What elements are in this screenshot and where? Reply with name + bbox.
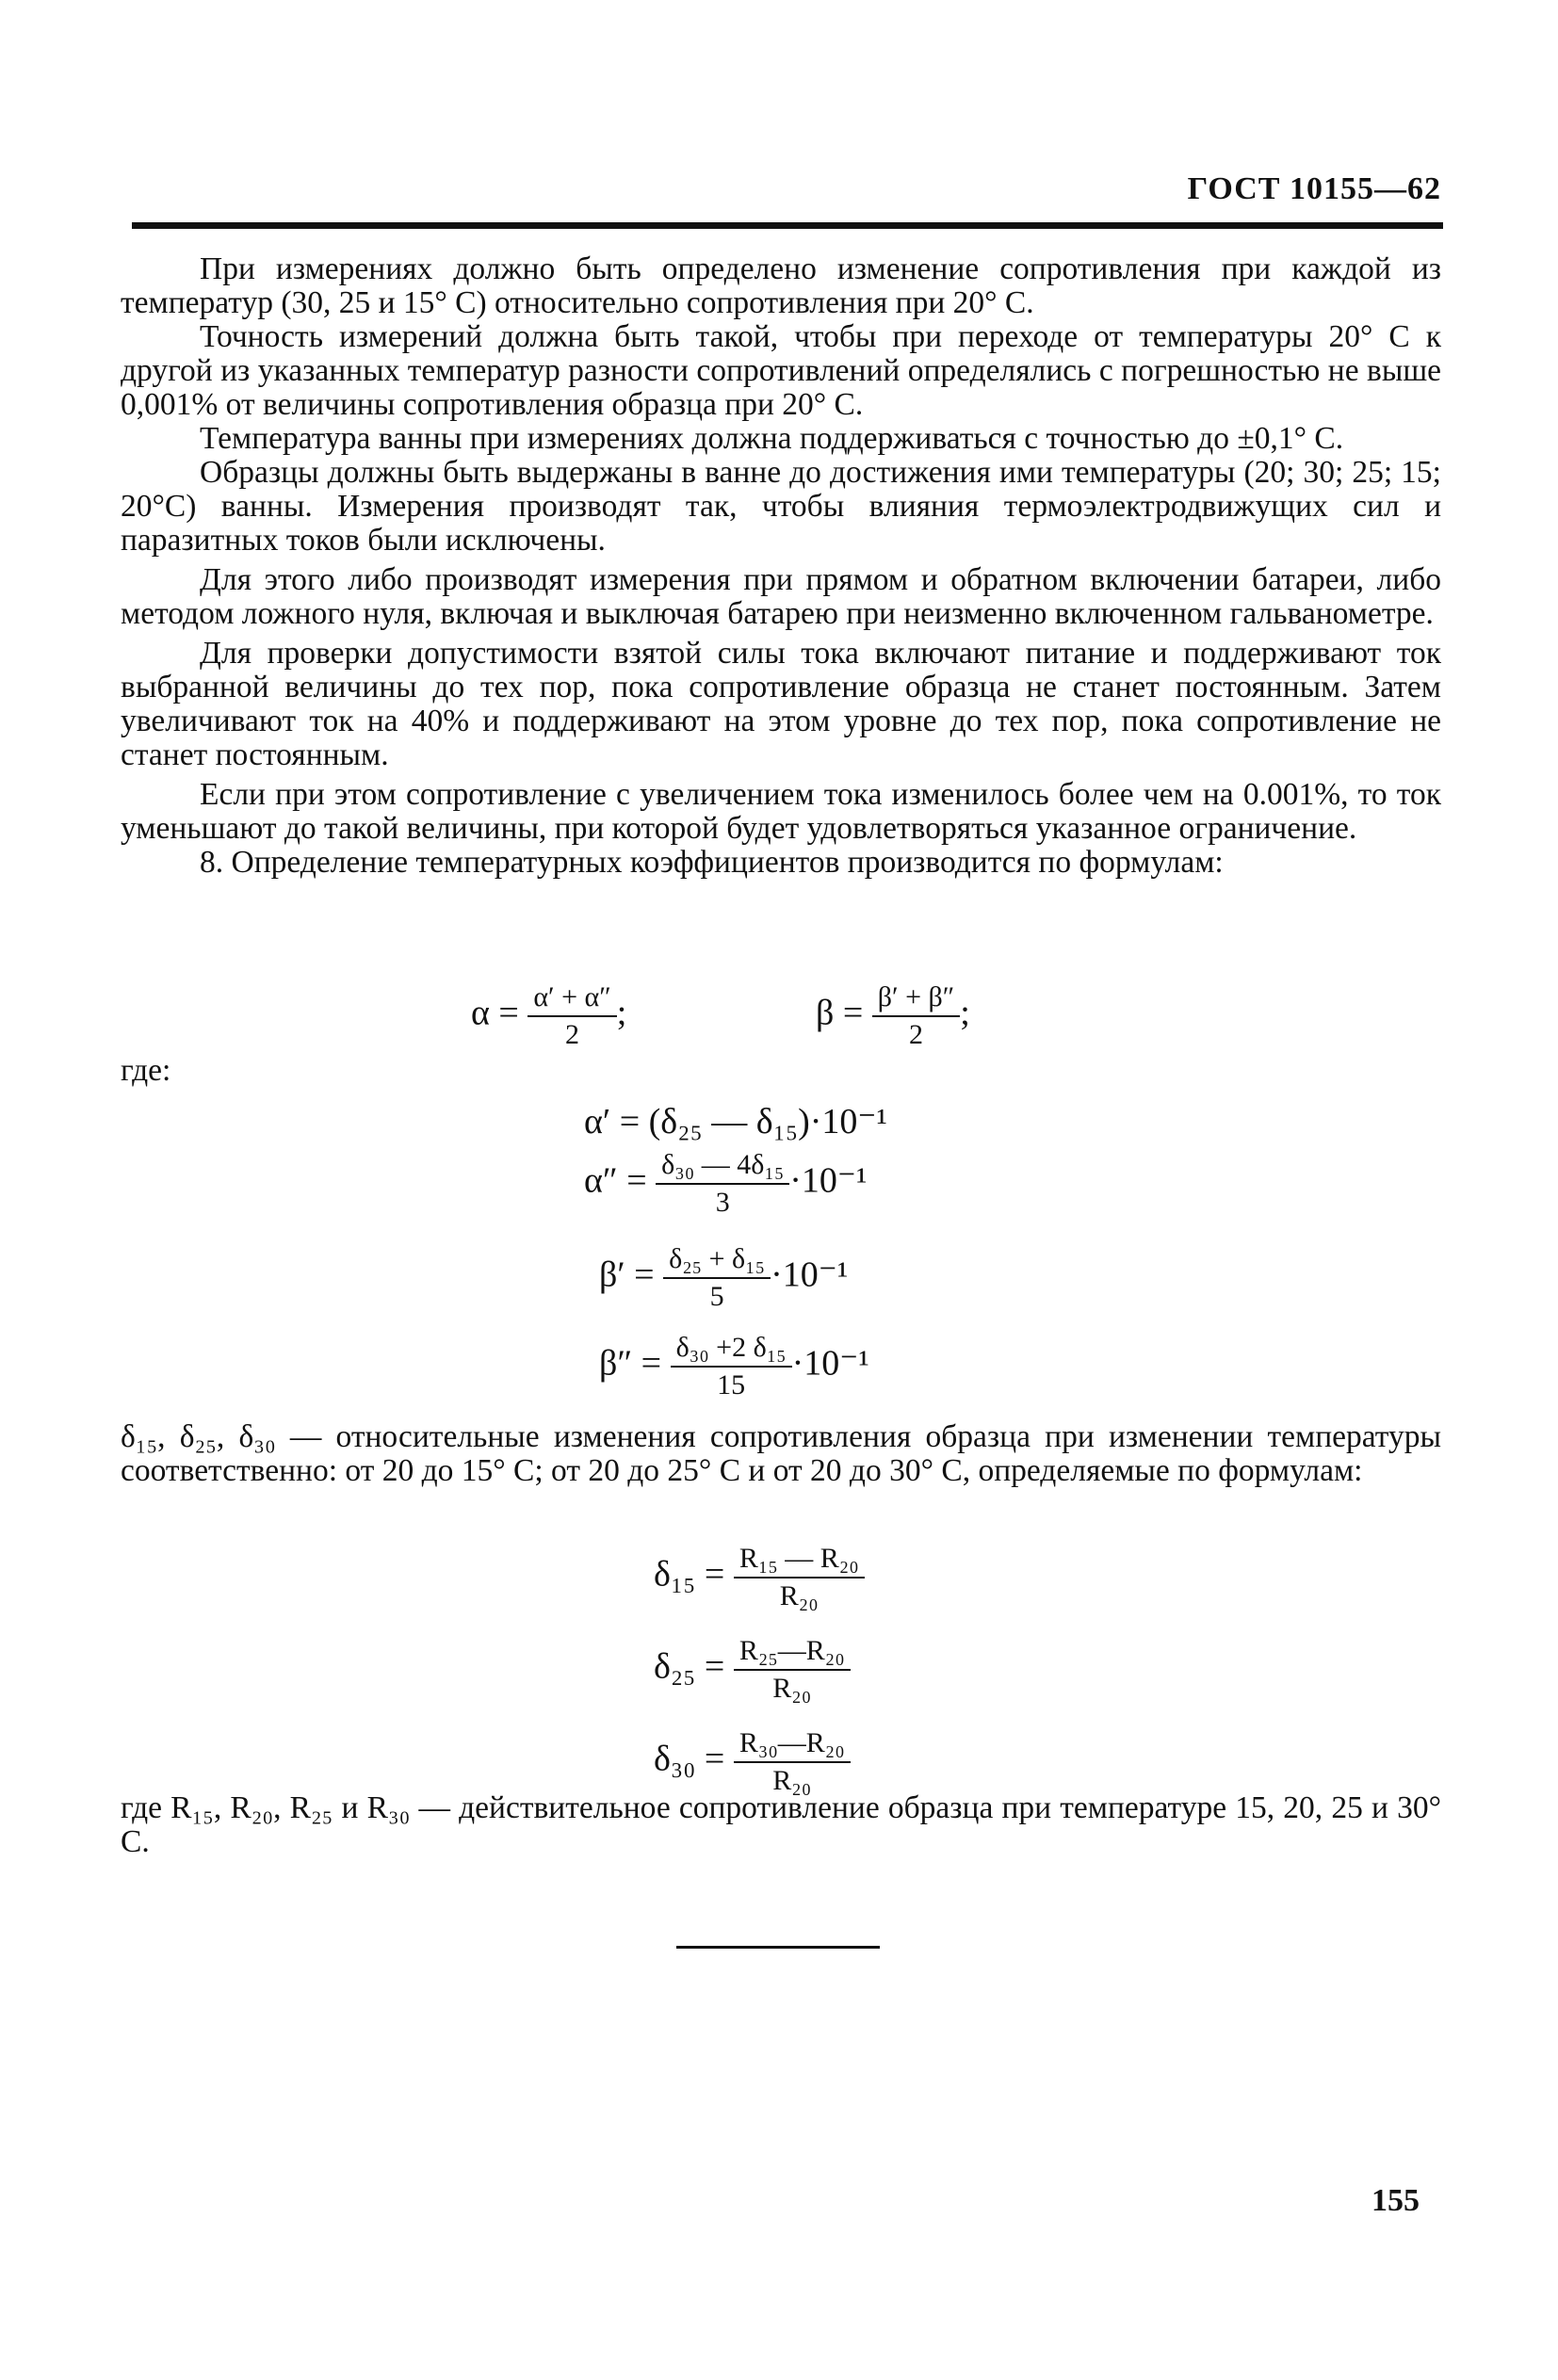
d25-fraction bbox=[734, 1633, 851, 1707]
formula-delta-15 bbox=[654, 1541, 865, 1614]
formula-beta-prime bbox=[599, 1241, 848, 1315]
paragraph-8: 8. Определение температурных коэффициентов производится по формулам: bbox=[200, 845, 1224, 880]
formula-alpha-prime: α′ = (δ₂₅ — δ₁₅)·10⁻¹ bbox=[584, 1102, 887, 1141]
b1-lhs: β′ = bbox=[599, 1255, 655, 1295]
beta-fraction bbox=[872, 980, 961, 1053]
b2-numerator: δ₃₀ +2 δ₁₅ bbox=[671, 1330, 792, 1368]
a2-denominator: 3 bbox=[715, 1187, 730, 1218]
alpha-semicolon: ; bbox=[616, 993, 627, 1033]
paragraph-5: Для этого либо производят измерения при прямом и обратном включении батареи, либо методом ложного нуля, включая и выключая батарею при неизменно включенном гальванометре. bbox=[121, 562, 1441, 631]
alpha-denominator: 2 bbox=[565, 1019, 580, 1050]
header-rule bbox=[132, 222, 1443, 229]
a2-lhs: α″ = bbox=[584, 1160, 647, 1201]
b1-mult: ·10⁻¹ bbox=[771, 1255, 849, 1295]
page-number: 155 bbox=[1371, 2183, 1420, 2218]
delta-description: δ₁₅, δ₂₅, δ₃₀ — относительные изменения сопротивления образца при изменении температуры соответственно: от 20 до 15° С; от 20 до 25° С и от 20 до 30° С, определяемые по формулам: bbox=[121, 1419, 1441, 1488]
formula-beta bbox=[816, 980, 970, 1053]
formula-delta-30 bbox=[654, 1725, 851, 1799]
d15-fraction bbox=[734, 1541, 865, 1614]
d30-lhs: δ₃₀ = bbox=[654, 1739, 725, 1779]
last-paragraph: где R₁₅, R₂₀, R₂₅ и R₃₀ — действительное сопротивление образца при температуре 15, 20, 25 и 30° С. bbox=[121, 1790, 1441, 1859]
paragraph-1: При измерениях должно быть определено изменение сопротивления при каждой из температур (30, 25 и 15° С) относительно сопротивления при 20° С. bbox=[121, 251, 1441, 320]
paragraph-6: Для проверки допустимости взятой силы тока включают питание и поддерживают ток выбранной величины до тех пор, пока сопротивление образца не станет постоянным. Затем увеличивают ток на 40% и поддерживают на этом уровне до тех пор, пока сопротивление не станет постоянным. bbox=[121, 636, 1441, 772]
where-label: где: bbox=[121, 1053, 171, 1088]
d25-lhs: δ₂₅ = bbox=[654, 1646, 725, 1687]
beta-numerator: β′ + β″ bbox=[872, 980, 961, 1017]
d25-denominator: R₂₀ bbox=[772, 1673, 812, 1704]
b2-lhs: β″ = bbox=[599, 1343, 662, 1384]
alpha-numerator: α′ + α″ bbox=[527, 980, 616, 1017]
alpha-lhs: α = bbox=[471, 993, 519, 1033]
b1-numerator: δ₂₅ + δ₁₅ bbox=[663, 1241, 771, 1279]
d15-lhs: δ₁₅ = bbox=[654, 1554, 725, 1595]
b1-denominator: 5 bbox=[709, 1281, 724, 1312]
d25-numerator: R₂₅—R₂₀ bbox=[734, 1633, 851, 1671]
end-rule bbox=[676, 1946, 880, 1949]
formula-beta-double-prime bbox=[599, 1330, 869, 1403]
d30-fraction bbox=[734, 1725, 851, 1799]
d15-numerator: R₁₅ — R₂₀ bbox=[734, 1541, 865, 1579]
doc-header: ГОСТ 10155—62 bbox=[1187, 171, 1441, 206]
a2-mult: ·10⁻¹ bbox=[789, 1160, 868, 1201]
formula-delta-25 bbox=[654, 1633, 851, 1707]
beta-semicolon: ; bbox=[960, 993, 970, 1033]
beta-denominator: 2 bbox=[909, 1019, 924, 1050]
alpha-fraction bbox=[527, 980, 616, 1053]
paragraph-4: Образцы должны быть выдержаны в ванне до достижения ими температуры (20; 30; 25; 15; 20°С) ванны. Измерения производят так, чтобы влияния термоэлектродвижущих сил и паразитных токов были исключены. bbox=[121, 455, 1441, 558]
a2-fraction bbox=[656, 1147, 789, 1221]
b2-fraction bbox=[671, 1330, 792, 1403]
body-text bbox=[121, 252, 1441, 880]
d30-denominator: R₂₀ bbox=[772, 1765, 812, 1796]
formula-alpha bbox=[471, 980, 626, 1053]
paragraph-2: Точность измерений должна быть такой, чтобы при переходе от температуры 20° С к другой из указанных температур разности сопротивлений определялись с погрешностью не выше 0,001% от величины сопротивления образца при 20° С. bbox=[121, 319, 1441, 422]
a2-numerator: δ₃₀ — 4δ₁₅ bbox=[656, 1147, 789, 1185]
b2-mult: ·10⁻¹ bbox=[791, 1343, 869, 1384]
paragraph-3: Температура ванны при измерениях должна поддерживаться с точностью до ±0,1° С. bbox=[200, 421, 1344, 456]
b1-fraction bbox=[663, 1241, 771, 1315]
d15-denominator: R₂₀ bbox=[779, 1580, 819, 1611]
d30-numerator: R₃₀—R₂₀ bbox=[734, 1725, 851, 1763]
paragraph-7: Если при этом сопротивление с увеличением тока изменилось более чем на 0.001%, то ток уменьшают до такой величины, при которой будет удовлетворяться указанное ограничение. bbox=[121, 777, 1441, 846]
beta-lhs: β = bbox=[816, 993, 864, 1033]
formula-alpha-double-prime bbox=[584, 1147, 867, 1221]
b2-denominator: 15 bbox=[717, 1369, 746, 1400]
